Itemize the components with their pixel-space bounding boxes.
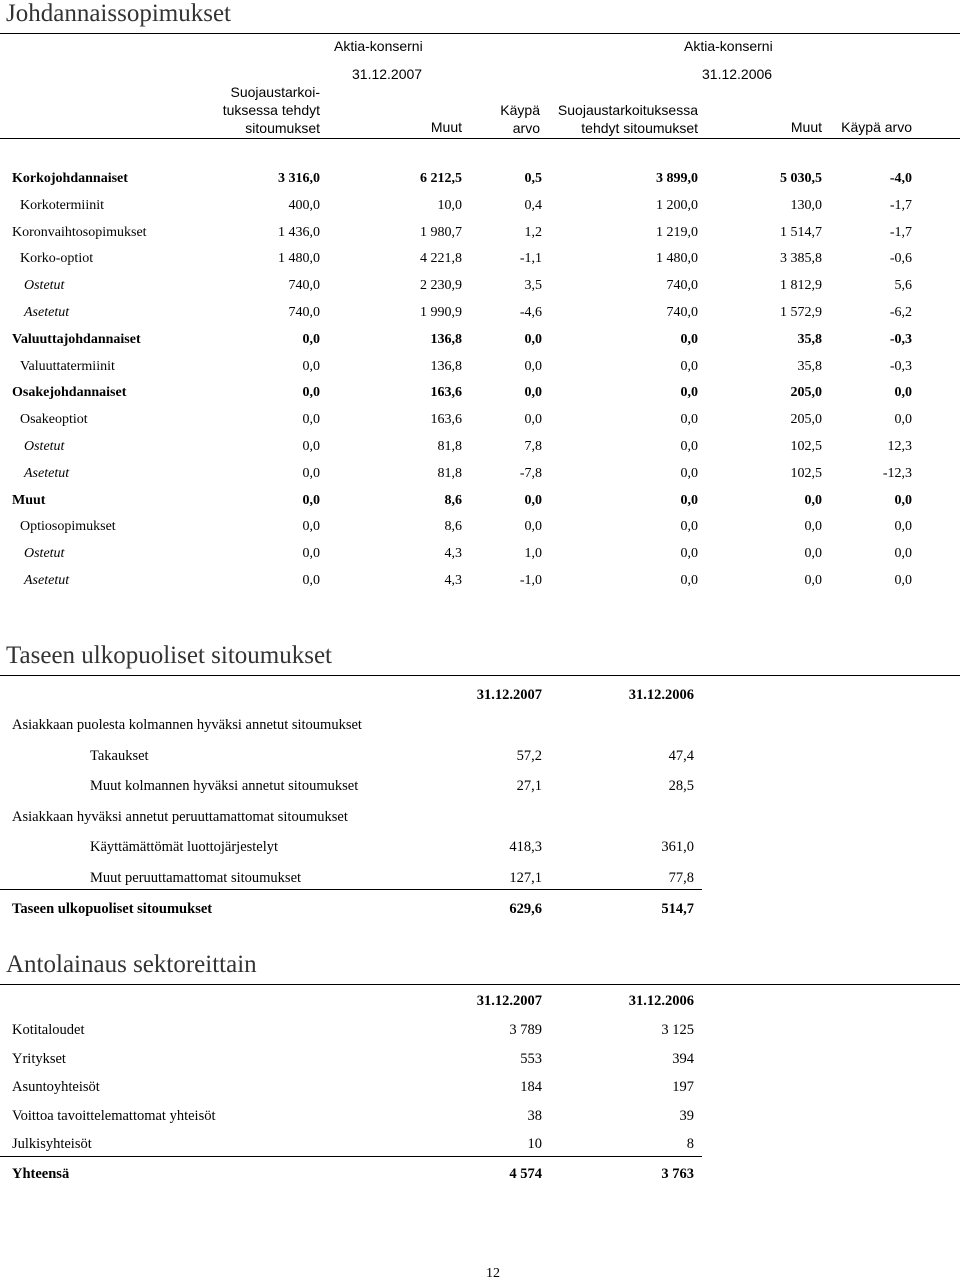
row-value: 0,0 <box>804 573 822 588</box>
title-rule <box>0 33 960 34</box>
row-value: 1 200,0 <box>656 198 698 213</box>
date-2006: 31.12.2006 <box>702 66 773 82</box>
row-value: 740,0 <box>288 278 320 293</box>
table-row <box>0 839 960 861</box>
value-2006: 394 <box>672 1051 694 1067</box>
row-value: 1 480,0 <box>656 251 698 266</box>
row-label: Yritykset <box>12 1051 66 1067</box>
value-2007: 38 <box>527 1108 542 1124</box>
row-value: 35,8 <box>797 332 822 347</box>
value-2007: 418,3 <box>509 839 542 855</box>
row-value: -4,6 <box>519 305 542 320</box>
table-row <box>0 748 960 770</box>
col-fair-2007-line: arvo <box>512 120 540 136</box>
lending-title: Antolainaus sektoreittain <box>6 951 257 978</box>
table-row <box>0 1079 960 1101</box>
col-hedge-2007-line: tuksessa tehdyt <box>222 102 320 118</box>
row-value: 0,0 <box>894 573 912 588</box>
row-value: 740,0 <box>666 305 698 320</box>
value-2007: 553 <box>520 1051 542 1067</box>
row-value: 12,3 <box>887 439 912 454</box>
row-value: 0,0 <box>680 332 698 347</box>
row-value: 5 030,5 <box>780 171 822 186</box>
row-value: 0,0 <box>302 546 320 561</box>
row-value: 740,0 <box>666 278 698 293</box>
col-fair-2007-line: Käypä <box>500 102 540 118</box>
row-value: 35,8 <box>797 359 822 374</box>
row-value: 7,8 <box>524 439 542 454</box>
row-value: 0,0 <box>680 412 698 427</box>
total-rule <box>0 889 702 890</box>
row-value: 1 980,7 <box>420 225 462 240</box>
row-value: 130,0 <box>790 198 822 213</box>
row-value: 8,6 <box>444 493 462 508</box>
row-label: Korko-optiot <box>20 251 94 266</box>
row-label: Osakeoptiot <box>20 412 88 427</box>
row-value: 0,0 <box>680 573 698 588</box>
row-label: Ostetut <box>24 278 65 293</box>
col-2006-header: 31.12.2006 <box>628 687 694 703</box>
table-row <box>0 1022 960 1044</box>
row-label: Osakejohdannaiset <box>12 385 127 400</box>
value-2006: 39 <box>679 1108 694 1124</box>
row-label: Kotitaloudet <box>12 1022 85 1038</box>
col-hedge-2007-line: sitoumukset <box>245 120 320 136</box>
row-value: 136,8 <box>430 332 462 347</box>
row-value: 0,0 <box>804 546 822 561</box>
value-2006: 47,4 <box>668 748 694 764</box>
col-2006-header: 31.12.2006 <box>628 993 694 1009</box>
row-value: 1 219,0 <box>656 225 698 240</box>
value-2007: 10 <box>527 1136 542 1152</box>
row-value: 3 385,8 <box>780 251 822 266</box>
row-label: Valuuttatermiinit <box>20 359 115 374</box>
row-value: 0,0 <box>804 493 822 508</box>
table-row <box>0 466 960 488</box>
row-label: Käyttämättömät luottojärjestelyt <box>90 839 279 855</box>
group-label-2006: Aktia-konserni <box>684 38 773 54</box>
group2-label: Asiakkaan hyväksi annetut peruuttamattomat sitoumukset <box>12 809 348 825</box>
row-value: 4,3 <box>444 573 462 588</box>
table-row <box>0 225 960 247</box>
row-value: 4 221,8 <box>420 251 462 266</box>
row-value: 0,0 <box>524 359 542 374</box>
row-value: 0,0 <box>894 546 912 561</box>
header-rule <box>0 138 960 139</box>
row-value: 0,0 <box>524 385 542 400</box>
title-rule <box>0 675 960 676</box>
table-row <box>0 519 960 541</box>
col-fair-2007 <box>480 101 540 137</box>
row-value: 0,0 <box>302 466 320 481</box>
row-value: 205,0 <box>790 412 822 427</box>
row-value: 3,5 <box>524 278 542 293</box>
row-value: 0,0 <box>680 493 698 508</box>
row-value: 0,0 <box>302 412 320 427</box>
row-value: 163,6 <box>430 412 462 427</box>
row-value: 3 899,0 <box>656 171 698 186</box>
value-2006: 8 <box>686 1136 694 1152</box>
value-2007: 184 <box>520 1079 542 1095</box>
total-row <box>0 1166 960 1188</box>
row-value: 10,0 <box>437 198 462 213</box>
table-row <box>0 1136 960 1158</box>
row-value: 1,0 <box>524 546 542 561</box>
row-value: 0,0 <box>894 519 912 534</box>
row-label: Asetetut <box>24 573 70 588</box>
row-value: -1,7 <box>889 198 912 213</box>
row-value: 81,8 <box>437 466 462 481</box>
col-other-2006: Muut <box>790 119 822 135</box>
group-heading <box>0 717 960 739</box>
row-value: 5,6 <box>894 278 912 293</box>
row-value: 0,0 <box>302 359 320 374</box>
total-2006: 514,7 <box>661 901 694 917</box>
group-heading <box>0 809 960 831</box>
row-value: 0,0 <box>302 332 320 347</box>
page-number: 12 <box>486 1266 500 1281</box>
row-value: -4,0 <box>889 171 912 186</box>
row-value: 102,5 <box>790 466 822 481</box>
row-value: 0,0 <box>680 385 698 400</box>
row-label: Asetetut <box>24 305 70 320</box>
row-value: 0,0 <box>302 439 320 454</box>
row-label: Korkotermiinit <box>20 198 104 213</box>
row-value: 0,0 <box>680 439 698 454</box>
total-2007: 4 574 <box>509 1166 542 1182</box>
row-value: 1 572,9 <box>780 305 822 320</box>
row-value: 1,2 <box>524 225 542 240</box>
row-value: 0,0 <box>302 493 320 508</box>
row-label: Koronvaihtosopimukset <box>12 225 147 240</box>
col-hedge-2007-line: Suojaustarkoi- <box>230 84 320 100</box>
col-hedge-2006-line: Suojaustarkoituksessa <box>557 102 698 118</box>
row-value: 0,0 <box>524 519 542 534</box>
row-value: 163,6 <box>430 385 462 400</box>
value-2006: 197 <box>672 1079 694 1095</box>
row-value: 0,0 <box>302 573 320 588</box>
row-value: 1 480,0 <box>278 251 320 266</box>
row-value: 1 514,7 <box>780 225 822 240</box>
row-label: Korkojohdannaiset <box>12 171 128 186</box>
row-label: Muut kolmannen hyväksi annetut sitoumukset <box>90 778 359 794</box>
title-rule <box>0 984 960 985</box>
table-row <box>0 198 960 220</box>
row-label: Optiosopimukset <box>20 519 116 534</box>
table-row <box>0 493 960 515</box>
table-row <box>0 171 960 193</box>
col-fair-2006: Käypä arvo <box>841 119 912 135</box>
value-2007: 3 789 <box>509 1022 542 1038</box>
row-value: 1 812,9 <box>780 278 822 293</box>
row-label: Ostetut <box>24 439 65 454</box>
row-value: -0,3 <box>889 359 912 374</box>
group-label-2007: Aktia-konserni <box>334 38 423 54</box>
row-value: 0,0 <box>680 359 698 374</box>
value-2007: 57,2 <box>516 748 542 764</box>
date-2007: 31.12.2007 <box>352 66 423 82</box>
row-value: -0,6 <box>889 251 912 266</box>
row-value: 81,8 <box>437 439 462 454</box>
total-2006: 3 763 <box>661 1166 694 1182</box>
total-2007: 629,6 <box>509 901 542 917</box>
total-label: Yhteensä <box>12 1166 70 1182</box>
table-row <box>0 1051 960 1073</box>
row-value: 0,0 <box>894 493 912 508</box>
col-hedge-2006 <box>540 101 698 137</box>
derivatives-title: Johdannaissopimukset <box>6 0 231 27</box>
row-value: 740,0 <box>288 305 320 320</box>
row-label: Asuntoyhteisöt <box>12 1079 100 1095</box>
row-value: 0,0 <box>680 546 698 561</box>
row-value: 0,0 <box>804 519 822 534</box>
row-value: 0,0 <box>894 412 912 427</box>
table-row <box>0 332 960 354</box>
col-2007-header: 31.12.2007 <box>476 687 542 703</box>
off-balance-title: Taseen ulkopuoliset sitoumukset <box>6 642 332 669</box>
row-label: Valuuttajohdannaiset <box>12 332 141 347</box>
value-2006: 77,8 <box>668 870 694 886</box>
row-value: 8,6 <box>444 519 462 534</box>
row-value: 136,8 <box>430 359 462 374</box>
row-value: 0,0 <box>524 332 542 347</box>
group1-label: Asiakkaan puolesta kolmannen hyväksi annetut sitoumukset <box>12 717 362 733</box>
col-other-2007: Muut <box>430 119 462 135</box>
value-2007: 127,1 <box>509 870 542 886</box>
table-row <box>0 573 960 595</box>
row-value: 4,3 <box>444 546 462 561</box>
table-row <box>0 385 960 407</box>
table-row <box>0 359 960 381</box>
row-value: -1,7 <box>889 225 912 240</box>
row-label: Ostetut <box>24 546 65 561</box>
table-row <box>0 778 960 800</box>
table-row <box>0 1108 960 1130</box>
row-label: Muut peruuttamattomat sitoumukset <box>90 870 302 886</box>
row-value: 400,0 <box>288 198 320 213</box>
row-label: Voittoa tavoittelemattomat yhteisöt <box>12 1108 216 1124</box>
total-row <box>0 901 960 923</box>
table-row <box>0 439 960 461</box>
row-value: 1 436,0 <box>278 225 320 240</box>
row-value: 102,5 <box>790 439 822 454</box>
row-label: Muut <box>12 493 46 508</box>
row-value: 0,0 <box>894 385 912 400</box>
off-balance-header <box>0 687 960 709</box>
col-hedge-2006-line: tehdyt sitoumukset <box>581 120 698 136</box>
total-label: Taseen ulkopuoliset sitoumukset <box>12 901 213 917</box>
row-value: 0,0 <box>302 385 320 400</box>
row-value: 0,0 <box>524 493 542 508</box>
row-value: 2 230,9 <box>420 278 462 293</box>
value-2006: 3 125 <box>661 1022 694 1038</box>
table-row <box>0 546 960 568</box>
table-row <box>0 278 960 300</box>
value-2006: 28,5 <box>668 778 694 794</box>
total-rule <box>0 1156 702 1157</box>
table-row <box>0 305 960 327</box>
row-value: 0,5 <box>524 171 542 186</box>
value-2006: 361,0 <box>661 839 694 855</box>
row-value: 6 212,5 <box>420 171 462 186</box>
row-value: 1 990,9 <box>420 305 462 320</box>
row-value: 0,0 <box>302 519 320 534</box>
row-value: 0,4 <box>524 198 542 213</box>
row-value: 0,0 <box>524 412 542 427</box>
row-value: -1,0 <box>519 573 542 588</box>
table-row <box>0 412 960 434</box>
col-hedge-2007 <box>200 83 320 137</box>
row-value: 3 316,0 <box>278 171 320 186</box>
row-value: 0,0 <box>680 519 698 534</box>
row-value: 0,0 <box>680 466 698 481</box>
lending-header <box>0 993 960 1015</box>
table-row <box>0 251 960 273</box>
row-value: -12,3 <box>882 466 912 481</box>
col-2007-header: 31.12.2007 <box>476 993 542 1009</box>
row-value: -1,1 <box>519 251 542 266</box>
row-label: Asetetut <box>24 466 70 481</box>
row-value: -6,2 <box>889 305 912 320</box>
row-value: -0,3 <box>889 332 912 347</box>
row-value: 205,0 <box>790 385 822 400</box>
value-2007: 27,1 <box>516 778 542 794</box>
row-label: Takaukset <box>90 748 149 764</box>
row-label: Julkisyhteisöt <box>12 1136 92 1152</box>
row-value: -7,8 <box>519 466 542 481</box>
